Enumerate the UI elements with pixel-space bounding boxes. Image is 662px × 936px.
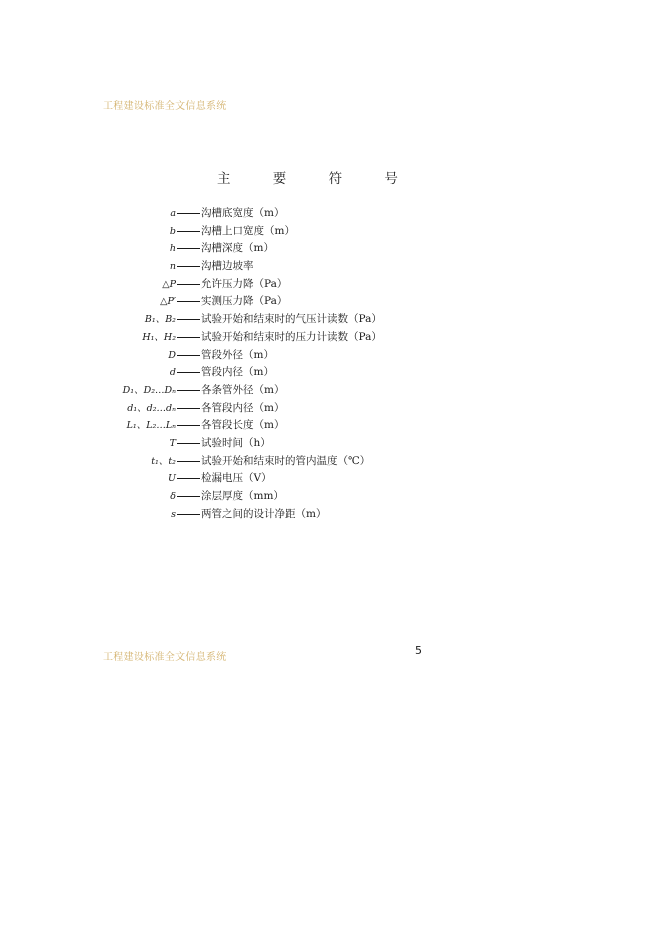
symbol-row bbox=[0, 293, 662, 311]
symbol-description: 各管段长度（m） bbox=[201, 419, 285, 432]
symbol-row bbox=[0, 470, 662, 488]
symbol-description: 检漏电压（V） bbox=[201, 472, 272, 485]
symbol-description: 实测压力降（Pa） bbox=[201, 295, 288, 308]
dash-separator bbox=[177, 231, 200, 232]
symbol-description: 允许压力降（Pa） bbox=[201, 277, 288, 290]
symbol: n bbox=[169, 261, 176, 273]
watermark-bottom: 工程建设标准全文信息系统 bbox=[103, 652, 227, 663]
symbol-description: 两管之间的设计净距（m） bbox=[201, 507, 327, 520]
symbol-row bbox=[0, 276, 662, 294]
dash-separator bbox=[177, 390, 200, 391]
symbol-description: 试验时间（h） bbox=[201, 436, 271, 449]
symbol: T bbox=[169, 437, 176, 449]
symbol-row bbox=[0, 329, 662, 347]
dash-separator bbox=[177, 408, 200, 409]
dash-separator bbox=[177, 425, 200, 426]
symbol: D₁、D₂…Dₙ bbox=[122, 384, 176, 396]
symbol-row bbox=[0, 435, 662, 453]
dash-separator bbox=[177, 213, 200, 214]
dash-separator bbox=[177, 284, 200, 285]
symbol-row bbox=[0, 488, 662, 506]
symbol-row bbox=[0, 506, 662, 524]
dash-separator bbox=[177, 496, 200, 497]
page-number: 5 bbox=[415, 644, 422, 657]
symbol: D bbox=[168, 349, 176, 361]
symbol-row bbox=[0, 223, 662, 241]
symbol-description: 沟槽上口宽度（m） bbox=[201, 224, 295, 237]
symbol-description: 沟槽深度（m） bbox=[201, 242, 274, 255]
symbol: L₁、L₂…Lₙ bbox=[126, 420, 176, 432]
dash-separator bbox=[177, 248, 200, 249]
symbol-row bbox=[0, 417, 662, 435]
dash-separator bbox=[177, 355, 200, 356]
symbol-description: 沟槽边坡率 bbox=[201, 260, 254, 273]
symbol: △P′ bbox=[160, 296, 176, 308]
symbol-description: 各条管外径（m） bbox=[201, 383, 285, 396]
dash-separator bbox=[177, 443, 200, 444]
symbol: a bbox=[170, 208, 176, 219]
symbol-description: 试验开始和结束时的压力计读数（Pa） bbox=[201, 330, 382, 343]
symbol-row bbox=[0, 205, 662, 223]
symbol: b bbox=[169, 225, 176, 237]
symbol-row bbox=[0, 364, 662, 382]
dash-separator bbox=[177, 319, 200, 320]
symbol-row bbox=[0, 400, 662, 418]
symbol-row bbox=[0, 258, 662, 276]
symbol: B₁、B₂ bbox=[144, 314, 176, 326]
symbol: H₁、H₂ bbox=[142, 331, 176, 343]
symbol: δ bbox=[170, 491, 176, 502]
symbol-description: 沟槽底宽度（m） bbox=[201, 207, 285, 219]
symbol-row bbox=[0, 382, 662, 400]
dash-separator bbox=[177, 372, 200, 373]
watermark-top: 工程建设标准全文信息系统 bbox=[103, 101, 227, 112]
dash-separator bbox=[177, 478, 200, 479]
symbol-description: 涂层厚度（mm） bbox=[201, 490, 284, 502]
section-title: 主 要 符 号 bbox=[217, 171, 417, 187]
dash-separator bbox=[177, 514, 200, 515]
dash-separator bbox=[177, 266, 200, 267]
symbol-row bbox=[0, 453, 662, 471]
dash-separator bbox=[177, 337, 200, 338]
symbol: h bbox=[169, 243, 176, 255]
symbol-row bbox=[0, 347, 662, 365]
symbol: s bbox=[171, 508, 176, 520]
symbol: d₁、d₂…dₙ bbox=[127, 402, 176, 414]
symbol: △P bbox=[162, 278, 176, 290]
symbol: t₁、t₂ bbox=[151, 455, 176, 467]
symbol-description: 管段内径（m） bbox=[201, 366, 274, 379]
symbol-description: 管段外径（m） bbox=[201, 348, 274, 361]
symbol-row bbox=[0, 311, 662, 329]
dash-separator bbox=[177, 301, 200, 302]
symbol: d bbox=[169, 367, 176, 379]
symbol: U bbox=[167, 473, 176, 485]
dash-separator bbox=[177, 461, 200, 462]
symbol-description: 试验开始和结束时的管内温度（℃） bbox=[201, 454, 371, 467]
symbol-list bbox=[0, 205, 662, 523]
symbol-description: 试验开始和结束时的气压计读数（Pa） bbox=[201, 313, 382, 326]
symbol-description: 各管段内径（m） bbox=[201, 401, 285, 414]
symbol-row bbox=[0, 240, 662, 258]
